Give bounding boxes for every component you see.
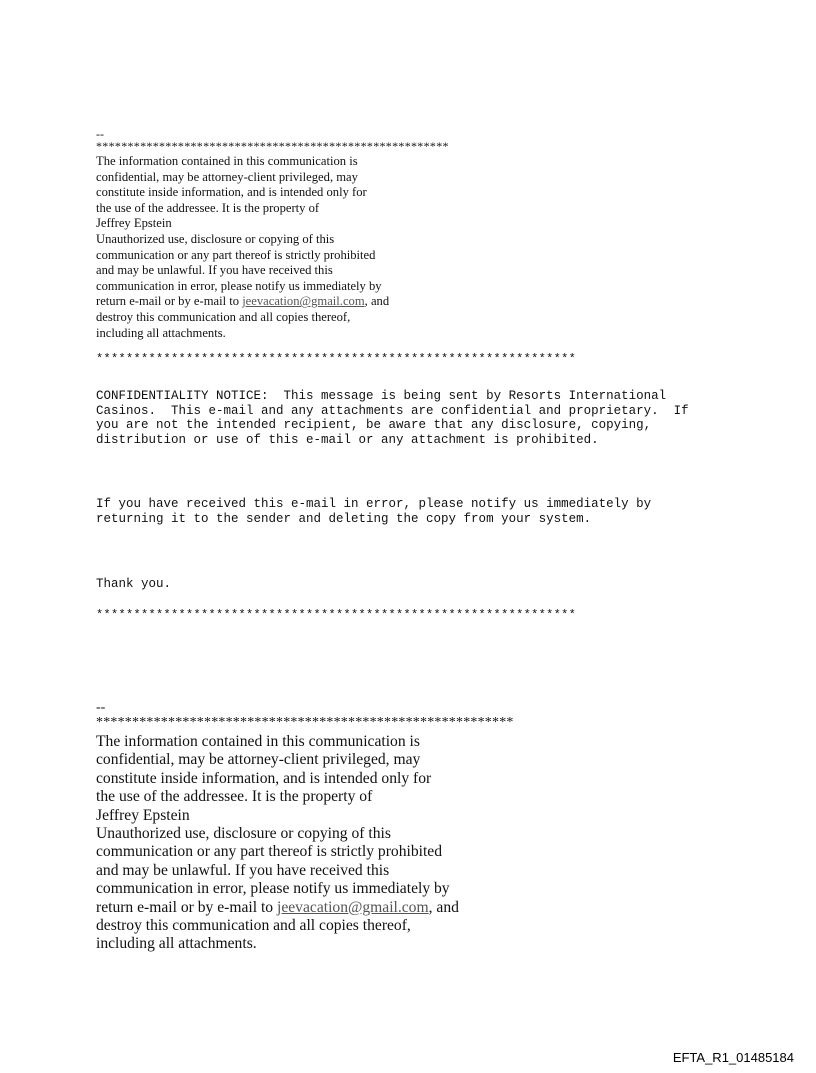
signature-dash: -- [96, 127, 104, 141]
asterisk-separator: **************************************************************** [96, 352, 577, 366]
disclaimer-line: constitute inside information, and is intended only for [96, 185, 367, 200]
disclaimer-line: constitute inside information, and is intended only for [96, 769, 432, 787]
disclaimer-line: Jeffrey Epstein [96, 216, 172, 231]
email-link[interactable]: jeevacation@gmail.com [242, 294, 365, 309]
error-notice [96, 497, 651, 526]
disclaimer-line: communication in error, please notify us immediately by [96, 278, 382, 293]
asterisk-separator: ******************************************************** [96, 139, 449, 153]
disclaimer-line: destroy this communication and all copies thereof, [96, 309, 351, 324]
return-suffix: , and [364, 294, 390, 309]
disclaimer-text [96, 154, 449, 341]
return-prefix: return e-mail or by e-mail to [96, 294, 243, 309]
disclaimer-line: Unauthorized use, disclosure or copying of this [96, 231, 335, 246]
email-link[interactable]: jeevacation@gmail.com [277, 898, 429, 916]
notice-line: CONFIDENTIALITY NOTICE: This message is being sent by Resorts International [96, 389, 667, 403]
disclaimer-line: including all attachments. [96, 935, 257, 953]
asterisk-separator: ********************************************************** [96, 715, 514, 730]
disclaimer-block-1 [96, 127, 449, 341]
disclaimer-line: confidential, may be attorney-client privileged, may [96, 751, 421, 769]
disclaimer-line: Unauthorized use, disclosure or copying of this [96, 825, 391, 843]
disclaimer-line: the use of the addressee. It is the property of [96, 788, 373, 806]
error-line: If you have received this e-mail in error, please notify us immediately by [96, 497, 652, 511]
disclaimer-line-email [96, 899, 514, 917]
disclaimer-block-2 [96, 700, 514, 954]
error-line: returning it to the sender and deleting the copy from your system. [96, 511, 592, 526]
disclaimer-line: The information contained in this communication is [96, 733, 420, 750]
disclaimer-line: and may be unlawful. If you have received this [96, 861, 390, 879]
disclaimer-text [96, 733, 514, 954]
disclaimer-line: Jeffrey Epstein [96, 806, 190, 824]
disclaimer-line: the use of the addressee. It is the property of [96, 200, 320, 215]
return-prefix: return e-mail or by e-mail to [96, 898, 277, 916]
document-id: EFTA_R1_01485184 [672, 1050, 794, 1065]
disclaimer-line: communication in error, please notify us immediately by [96, 880, 450, 898]
disclaimer-line: communication or any part thereof is strictly prohibited [96, 843, 443, 861]
notice-line: Casinos. This e-mail and any attachments are confidential and proprietary. If [96, 403, 689, 418]
notice-line: distribution or use of this e-mail or any attachment is prohibited. [96, 432, 599, 447]
disclaimer-line: and may be unlawful. If you have received this [96, 263, 333, 278]
disclaimer-line: The information contained in this communication is [96, 154, 358, 168]
disclaimer-line: destroy this communication and all copies thereof, [96, 917, 411, 935]
disclaimer-line: communication or any part thereof is strictly prohibited [96, 247, 376, 262]
asterisk-separator: **************************************************************** [96, 608, 577, 622]
thank-you-text: Thank you. [96, 577, 172, 591]
signature-dash: -- [96, 700, 106, 715]
disclaimer-line-email [96, 294, 449, 310]
disclaimer-line: including all attachments. [96, 325, 226, 340]
notice-line: you are not the intended recipient, be aware that any disclosure, copying, [96, 418, 652, 432]
disclaimer-line: confidential, may be attorney-client privileged, may [96, 169, 358, 184]
confidentiality-notice [96, 389, 689, 447]
return-suffix: , and [428, 898, 459, 916]
